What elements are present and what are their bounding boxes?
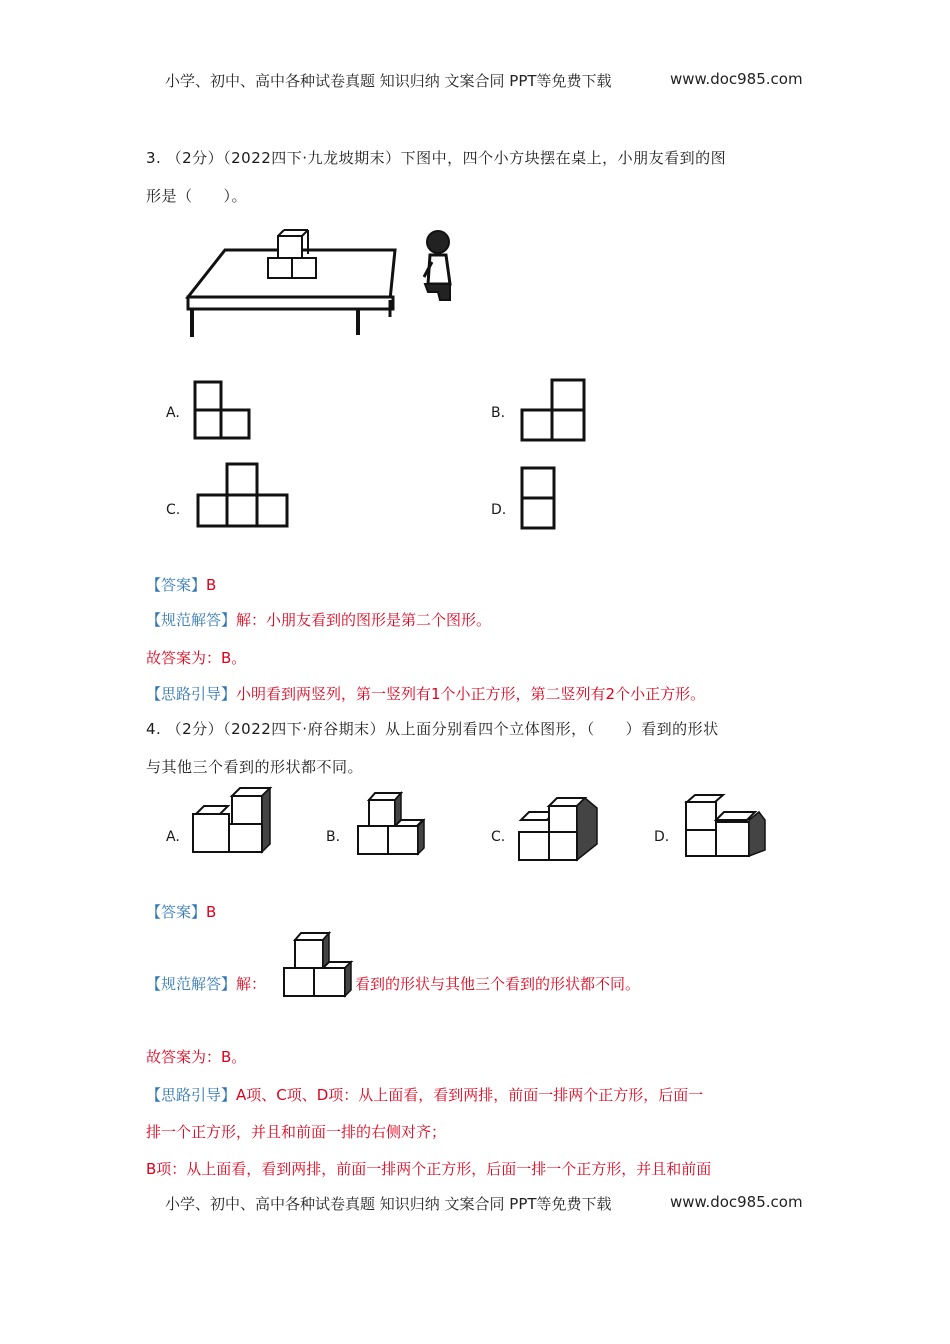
footer-site[interactable]: www.doc985.com — [670, 1193, 803, 1211]
q4-answer-tag: 【答案】 — [146, 903, 207, 921]
q4-option-b-figure — [355, 790, 427, 858]
q3-answer-line — [146, 574, 216, 595]
q4-hint-line2: 排一个正方形，并且和前面一排的右侧对齐； — [146, 1123, 447, 1141]
q4-option-a-label[interactable]: A. — [166, 829, 180, 845]
q3-hint-text: 小明看到两竖列，第一竖列有1个小正方形，第二竖列有2个小正方形。 — [236, 685, 706, 703]
q3-explain-tag: 【规范解答】 — [146, 611, 237, 629]
q4-answer-line — [146, 901, 216, 922]
q3-text-line1: 3. （2分）（2022四下·九龙坡期末）下图中，四个小方块摆在桌上，小朋友看到的图 — [146, 149, 727, 167]
q3-answer-tag: 【答案】 — [146, 576, 207, 594]
q4-text-line1: 4. （2分）（2022四下·府谷期末）从上面分别看四个立体图形，（ ）看到的形状 — [146, 720, 719, 738]
q4-explain-figure — [281, 930, 353, 1000]
q3-explain-line — [146, 609, 491, 630]
q3-option-a-label[interactable]: A. — [166, 405, 180, 421]
q4-option-d-figure — [683, 794, 769, 860]
q4-option-c-label[interactable]: C. — [491, 829, 506, 845]
q4-option-a-figure — [190, 786, 274, 856]
footer-text: 小学、初中、高中各种试卷真题 知识归纳 文案合同 PPT等免费下载 — [165, 1195, 612, 1213]
q3-explain-text: 解：小朋友看到的图形是第二个图形。 — [236, 611, 492, 629]
header-text: 小学、初中、高中各种试卷真题 知识归纳 文案合同 PPT等免费下载 — [165, 72, 612, 90]
q3-answer-value: B — [206, 576, 217, 594]
q3-option-b-figure — [520, 378, 588, 442]
q4-explain-line — [146, 973, 266, 994]
q4-option-d-label[interactable]: D. — [654, 829, 670, 845]
q3-hint-tag: 【思路引导】 — [146, 685, 237, 703]
q3-option-d-label[interactable]: D. — [491, 502, 507, 518]
q3-option-d-figure — [520, 466, 558, 530]
q3-text-line2: 形是（ ）。 — [146, 187, 248, 205]
page-footer — [165, 1193, 612, 1214]
q3-hint-line — [146, 683, 705, 704]
q4-explain-tag: 【规范解答】 — [146, 975, 237, 993]
q4-text-line2: 与其他三个看到的形状都不同。 — [146, 758, 364, 776]
q3-option-a-figure — [193, 380, 253, 442]
header-site[interactable]: www.doc985.com — [670, 70, 803, 88]
q4-option-c-figure — [515, 796, 601, 862]
q3-option-c-label[interactable]: C. — [166, 502, 181, 518]
table-scene-illustration — [180, 222, 460, 347]
q4-explain-prefix: 解： — [236, 975, 267, 993]
q4-option-b-label[interactable]: B. — [326, 829, 341, 845]
q4-hint-text1: A项、C项、D项：从上面看，看到两排，前面一排两个正方形，后面一 — [236, 1086, 704, 1104]
q3-conclusion: 故答案为：B。 — [146, 649, 247, 667]
q3-option-b-label[interactable]: B. — [491, 405, 506, 421]
q4-answer-value: B — [206, 903, 217, 921]
q4-conclusion: 故答案为：B。 — [146, 1048, 247, 1066]
q4-hint-line1 — [146, 1084, 703, 1105]
q3-option-c-figure — [196, 462, 292, 528]
page-header — [165, 70, 612, 91]
q4-hint-line3: B项：从上面看，看到两排，前面一排两个正方形，后面一排一个正方形，并且和前面 — [146, 1160, 712, 1178]
q4-hint-tag: 【思路引导】 — [146, 1086, 237, 1104]
q4-explain-text: 看到的形状与其他三个看到的形状都不同。 — [355, 975, 641, 993]
